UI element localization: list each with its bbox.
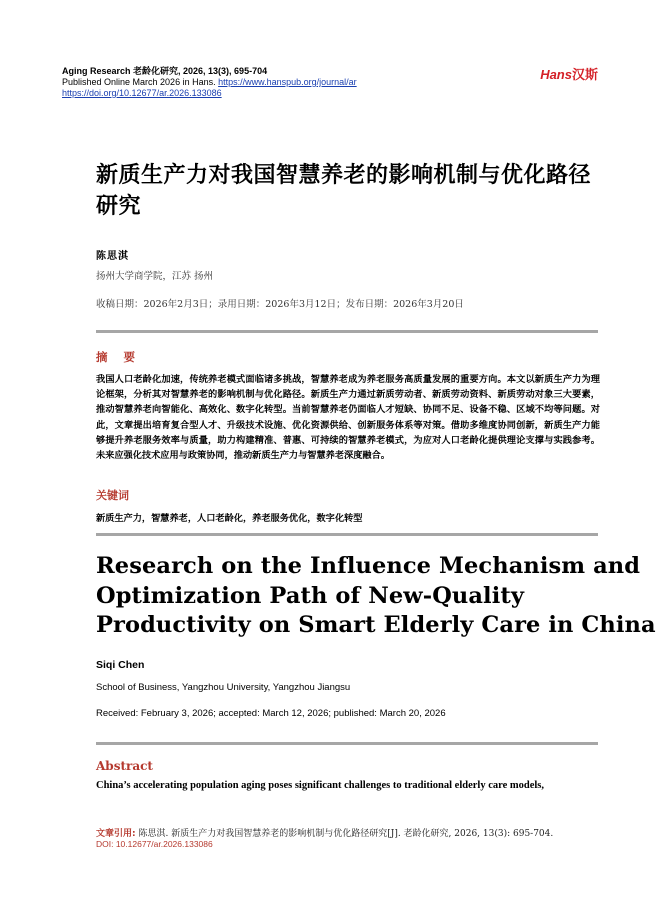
journal-url-link[interactable]: https://www.hanspub.org/journal/ar — [218, 77, 357, 87]
en-title-line: Research on the Influence Mechanism and — [96, 553, 641, 579]
cn-dates: 收稿日期：2026年2月3日；录用日期：2026年3月12日；发布日期：2026年3月20日 — [96, 299, 464, 310]
en-author: Siqi Chen — [96, 659, 145, 671]
en-title-line: Optimization Path of New-Quality — [96, 582, 525, 609]
en-dates: Received: February 3, 2026; accepted: March 12, 2026; published: March 20, 2026 — [96, 708, 446, 719]
en-title — [96, 552, 656, 641]
published-line — [62, 77, 357, 88]
citation-text: 陈思淇. 新质生产力对我国智慧养老的影响机制与优化路径研究[J]. 老龄化研究, 2026, 13(3): 695-704. — [135, 829, 554, 839]
logo-cn: 汉斯 — [571, 67, 598, 82]
en-title-line: Productivity on Smart Elderly Care in China — [96, 612, 656, 638]
citation-line — [96, 826, 553, 839]
cn-abstract-body: 我国人口老龄化加速，传统养老模式面临诸多挑战，智慧养老成为养老服务高质量发展的重要方向。本文以新质生产力为理论框架，分析其对智慧养老的影响机制与优化路径。新质生产力通过新质劳动者、新质劳动资料、新质劳动对象三大要素，推动智慧养老向智能化、高效化、数字化转型。当前智慧养老仍面临人才短缺、协同不足、设备不稳、区域不均等问题。对此，文章提出培育复合型人才、升级技术设施、优化资源供给、创新服务体系等对策。借助多维度协同创新，新质生产力能够提升养老服务效率与质量，助力构建精准、普惠、可持续的智慧养老模式，为应对人口老龄化提供理论支撑与实践参考。未来应强化技术应用与政策协同，推动新质生产力与智慧养老深度融合。 — [96, 374, 600, 462]
cn-author: 陈思淇 — [96, 251, 129, 262]
doi-url-link[interactable]: https://doi.org/10.12677/ar.2026.133086 — [62, 88, 222, 98]
published-prefix: Published Online March 2026 in Hans. — [62, 77, 219, 87]
cn-title: 新质生产力对我国智慧养老的影响机制与优化路径研究 — [96, 163, 592, 219]
journal-header: Aging Research 老龄化研究, 2026, 13(3), 695-704 — [62, 66, 268, 76]
hans-logo — [540, 64, 598, 83]
doi-line — [62, 88, 222, 99]
cn-abstract-heading: 摘 要 — [96, 350, 142, 364]
divider-rule — [96, 742, 598, 745]
en-abstract-body: China’s accelerating population aging poses significant challenges to traditional elderly care models, — [96, 780, 544, 791]
citation-doi: DOI: 10.12677/ar.2026.133086 — [96, 839, 213, 849]
citation-label: 文章引用: — [96, 829, 136, 839]
cn-keywords: 新质生产力，智慧养老，人口老龄化，养老服务优化，数字化转型 — [96, 513, 363, 524]
cn-affiliation: 扬州大学商学院，江苏 扬州 — [96, 271, 214, 282]
divider-rule — [96, 330, 598, 333]
en-affiliation: School of Business, Yangzhou University, Yangzhou Jiangsu — [96, 682, 351, 693]
cn-keywords-heading: 关键词 — [96, 489, 129, 502]
divider-rule — [96, 533, 598, 536]
logo-latin: Hans — [540, 67, 572, 82]
en-abstract-heading: Abstract — [96, 759, 153, 773]
